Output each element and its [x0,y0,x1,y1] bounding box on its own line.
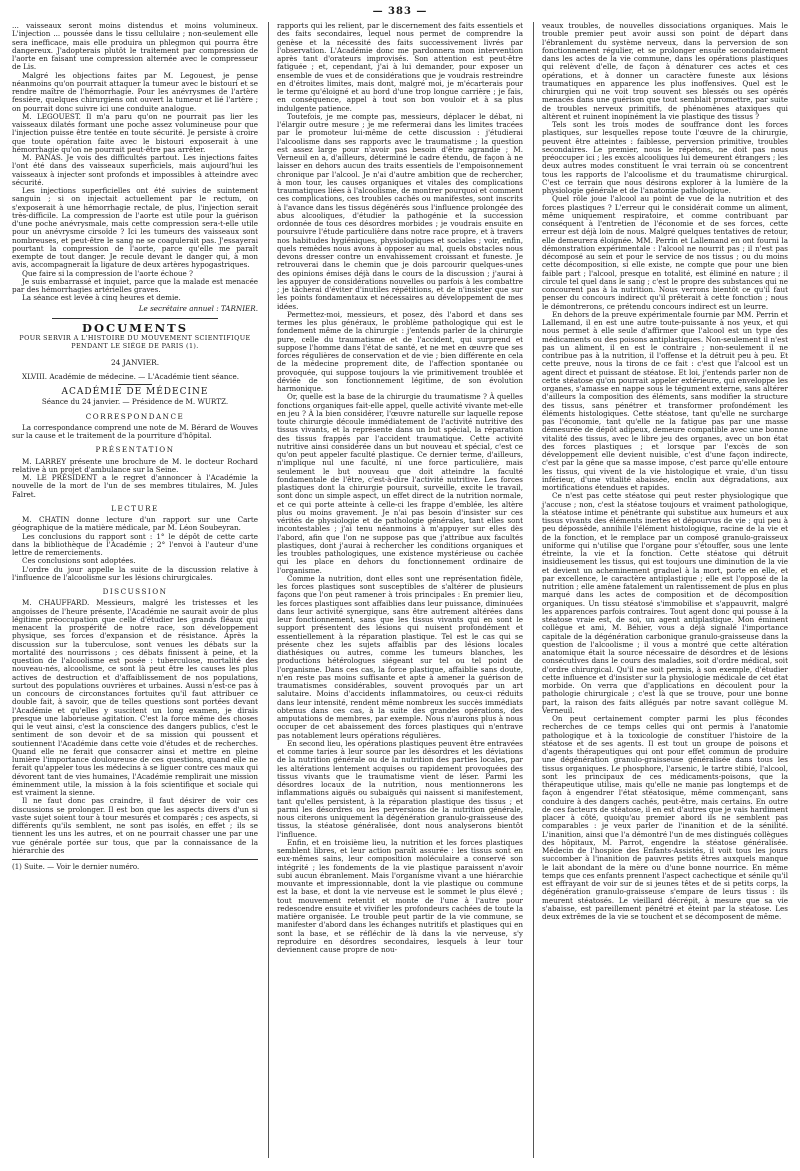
paragraph: Les conclusions du rapport sont : 1° le dépôt de cette carte dans la bibliothèque de l'Académie ; 2° l'envoi à l'auteur d'une lettre de remerciements. [12,531,258,557]
column-3 [533,22,788,1158]
paragraph: M. PANAS. Je vois des difficultés partout. Les injections faites l'ont été dans des vaisseaux superficiels, mais aujourd'hui les vaisseaux à injecter sont profonds et impossibles à atteindre avec sécurité. [12,153,258,187]
paragraph: M. LEGOUEST. Il m'a paru qu'on ne pourrait pas lier les vaisseaux dilatés formant une poche assez volumineuse pour que l'injection puisse être tentée en toute sécurité. Je persiste à croire que toute opération faite avec le bistouri exposerait à une hémorrhagie qu'on ne pourrait peut-être pas arrêter. [12,111,258,154]
paragraph: Quel rôle joue l'alcool au point de vue de la nutrition et des forces plastiques ? L'erreur qui le considérait comme un aliment, même uniquement respiratoire, et comme contribuant par conséquent à l'entretien de l'économie et de ses forces, cette erreur est déjà loin de nous. Malgré quelques tentatives de retour, elle demeurera éloignée. MM. Perrin et Lallemand en ont fourni la démonstration expérimentale : l'alcool ne nourrit pas ; il n'est pas décomposé au sein et pour le service de nos tissus ; ou du moins cette décomposition, si elle existe, ne compte que pour une bien faible part ; l'alcool, presque en totalité, est éliminé en nature ; il circule tel quel dans le sang ; c'est le propre des substances qui ne concourent pas à la nutrition. Nous verrons bientôt ce qu'il faut penser du concours indirect qu'il prêterait à cette fonction ; nous le démontrerons, ce prétendu concours indirect est un leurre. [542,194,788,311]
footnote: (1) Suite. — Voir le dernier numéro. [12,859,258,871]
divider [52,318,218,319]
paragraph: La correspondance comprend une note de M. Bérard de Wouves sur la cause et le traitement de la pourriture d'hôpital. [12,422,258,440]
paragraph: Enfin, et en troisième lieu, la nutrition et les forces plastiques semblent libres, et leur action paraît assurée : les tissus sont en eux-mêmes sains, leur composition moléculaire a conservé son intégrité ; les fondements de la vie plastique paraissent n'avoir subi aucun ébranlement. Mais l'organisme vivant a une hiérarchie mouvante et impressionnable, dont la vie plastique ou commune est la base, et dont la vie nerveuse est le sommet le plus élevé ; tout mouvement retentit et monte de l'une à l'autre pour redescendre ensuite et vivifier les profondeurs cachées de toute la matière organisée. Le trouble peut partir de la vie commune, se manifester d'abord dans les échanges nutritifs et plastiques qui en sont la base, et se réfléchir de là dans la vie nerveuse, s'y reproduire en désordres secondaires, lesquels à leur tour deviennent cause propre de nou- [277,837,523,954]
paragraph: Or, quelle est la base de la chirurgie du traumatisme ? À quelles fonctions organiques fait-elle appel, quelle activité vivante met-elle en jeu ? À la bien considérer, l'œuvre naturelle sur laquelle repose toute chirurgie découle immédiatement de l'activité nutritive des tissus vivants, et la représente dans un but spécial, la réparation des tissus frappés par l'accident traumatique. Cette activité nutritive ainsi considérée dans un but nouveau et spécial, c'est ce qu'on peut appeler faculté plastique. Ce dernier terme, d'ailleurs, n'implique nul une faculté, ni une force particulière, mais seulement le but nouveau que doit atteindre la faculté fondamentale de l'être, c'est-à-dire l'activité nutritive. Les forces plastiques dont la chirurgie poursuit, surveille, excite le travail, sont donc un simple aspect, un effet direct de la nutrition normale, et ce qui porte atteinte à celle-ci les frappe d'emblée, les altère plus ou moins gravement. Je n'ai pas besoin d'insister sur ces vérités de physiologie et de pathologie générales, tant elles sont incontestables ; j'ai tenu néanmoins à m'appuyer sur elles dès l'abord, afin que l'on ne suppose pas que j'attribue aux facultés plastiques, dont j'aurai à rechercher les conditions organiques et les troubles pathologiques, une existence mystérieuse ou cachée qui les place en dehors du fonctionnement ordinaire de l'organisme. [277,392,523,575]
paragraph: L'ordre du jour appelle la suite de la discussion relative à l'influence de l'alcoolisme sur les lésions chirurgicales. [12,564,258,582]
page-number: — 383 — [372,6,428,17]
presentation-heading: PRÉSENTATION [95,445,175,455]
paragraph: Il ne faut donc pas craindre, il faut désirer de voir ces discussions se prolonger. Il est bon que les aspects divers d'un si vaste sujet soient tour à tour mesurés et comparés ; ces aspects, si différents qu'ils semblent, ne sont pas isolés, en effet ; ils se tiennent les uns les autres, et on ne pourrait chasser une par une vue générale portée sur tous, que par la connaissance de la hiérarchie des [12,796,258,855]
paragraph: Comme la nutrition, dont elles sont une représentation fidèle, les forces plastiques sont susceptibles de s'altérer de plusieurs façons que l'on peut ramener à trois principales : En premier lieu, les forces plastiques sont affaiblies dans leur puissance, diminuées dans leur activité synergique, sans être autrement altérées dans leur fonctionnement, sans que les tissus vivants qui en sont le support présentent des lésions qui nuisent profondément et essentiellement à la réparation plastique. Tel est le cas qui se présente chez les sujets affaiblis par des lésions locales diathésiques ou autres, comme les tumeurs blanches, les productions hétérologues siégeant sur tel ou tel point de l'organisme. Dans ces cas, la force plastique, affaiblie sans doute, n'en reste pas moins suffisante et apte à amener la guérison de traumatismes considérables, souvent provoqués par un art salutaire. Moins d'accidents inflammatoires, ou ceux-ci réduits dans leur intensité, rendent même nombreux les succès immédiats obtenus dans ces cas, à la suite des grandes opérations, des amputations de membres, par exemple. Nous n'aurons plus à nous occuper de cet abaissement des forces plastiques qui n'entrave pas notablement leurs opérations régulières. [277,573,523,740]
paragraph: Ce n'est pas cette stéatose qui peut rester physiologique que j'accuse ; non, c'est la stéatose toujours et vraiment pathologique, la stéatose intime et pénétrante qui substitue aux humeurs et aux tissus vivants des éléments inertes et dépourvus de vie ; qui peu à peu dépossède, annihile l'élément histologique, racine de la vie et de la fonction, et le remplace par un composé granulo-graisseux uniforme qui n'utilise que l'organe pour s'étouffer, sous une lente étreinte, la vie et la fonction. Cette stéatose qui détruit insidieusement les tissus, qui est toujours une diminution de la vie et devient un acheminement graduel à la mort, porte en elle, et par excellence, le caractère antiplastique ; elle est l'opposé de la nutrition ; elle amène fatalement un ralentissement de plus en plus marqué dans les actes de composition et de décomposition organiques. Un tissu stéatosé s'immobilise et s'appauvrit, malgré les apparences parfois contraires. Tout agent donc qui pousse à la stéatose vraie est, de soi, un agent antiplastique. Mon éminent collègue et ami, M. Béhier, vous a déjà signalé l'importance capitale de la dégénération carbonique granulo-graisseuse dans la question de l'alcoolisme ; il vous a montré que cette altération anatomique était la source nécessaire de désordres et de lésions consécutives dans le cours des maladies, soit d'ordre médical, soit d'ordre chirurgical. Qu'il me soit permis, à son exemple, d'étudier cette influence et d'insister sur la physiologie médicale de cet état morbide. On verra que d'applications en découlent pour la pathologie chirurgicale ; c'est là que se trouve, pour une bonne part, la raison des faits allégués par notre savant collègue M. Verneuil. [542,491,788,715]
paragraph: Permettez-moi, messieurs, et posez, dès l'abord et dans ses termes les plus généraux, le problème pathologique qui est le fondement même de la chirurgie : j'entends parler de la chirurgie pure, celle du traumatisme et de l'accident, qui surprend et suppose l'homme dans l'état de santé, et ne met en œuvre que ses forces régulières de conservation et de vie ; bien différente en cela de la médecine proprement dite, de l'affection spontanée ou provoquée, qui suppose toujours la vie primitivement troublée et déviée de son fonctionnement légitime, de son évolution harmonique. [277,309,523,393]
paragraph: En dehors de la preuve expérimentale fournie par MM. Perrin et Lallemand, il en est une autre toute-puissante à nos yeux, et qui nous permet à elle seule d'affirmer que l'alcool est un type des médicaments ou des poisons antiplastiques. Non-seulement il n'est pas un aliment, il en est le contraire ; non-seulement il ne contribue pas à la nutrition, il l'offense et la détruit peu à peu. Et cette preuve, nous la tirons de ce fait : c'est que l'alcool est un agent direct et puissant de stéatose. Et loi, j'entends parler non de cette stéatose qu'on pourrait appeler extérieure, qui enveloppe les organes, s'amasse en nappe sous le tégument externe, sans altérer d'ailleurs la composition des éléments, sans modifier la structure des tissus, sans pénétrer et transformer profondément les éléments histologiques. Cette stéatose, tant qu'elle ne surcharge pas l'économie, tant qu'elle ne la fatigue pas par une masse démesurée de dépôt adipeux, demeure compatible avec une bonne vitalité des tissus, avec le libre jeu des organes, avec un bon état des forces plastiques ; et lorsque par l'excès de son développement elle devient nuisible, c'est d'une façon indirecte, c'est par la gêne que sa masse impose, c'est parce qu'elle entoure les tissus, qui vivent de la vie histologique et vraie, d'un tissu inférieur, d'une vitalité abaissée, enclin aux dégradations, aux mortifications étendues et rapides. [542,309,788,492]
paragraph: On peut certainement compter parmi les plus fécondes recherches de ce temps celles qui ont permis à l'anatomie pathologique et à la toxicologie de constituer l'histoire de la stéatose et de ses agents. Il est tout un groupe de poisons et d'agents thérapeutiques qui ont pour effet commun de produire une dégénération granulo-graisseuse généralisée dans tous les tissus organiques. Le phosphore, l'arsenic, le tartre stibié, l'alcool, sont les principaux de ces médicaments-poisons, que la thérapeutique utilise, mais qu'elle ne manie pas longtemps et de façon à engendrer l'état stéatosique, même commençant, sans conduire à des dangers cachés, peut-être, mais certains. En outre de ces facteurs de stéatose, il en est d'autres que je vais hardiment placer à côté, quoiqu'au premier abord ils ne semblent pas comparables : je veux parler de l'inanition et de la sénilité. L'inanition, ainsi que l'a démontré l'un de mes distingués collègues des hôpitaux, M. Parrot, engendre la stéatose généralisée. Médecin de l'hospice des Enfants-Assistés, il voit tous les jours succomber à l'inanition de pauvres petits êtres auxquels manque le lait abondant de la mère ou d'une bonne nourrice. En même temps que ces enfants prennent l'aspect cachectique et sénile qu'il est effrayant de voir sur de si jeunes têtes et de si petits corps, la dégénération granulo-graisseuse s'empare de leurs tissus : ils meurent stéatosés. Le vieillard décrépit, à mesure que sa vie s'abaisse, est pareillement pénétré et éteint par la stéatose. Les deux extrêmes de la vie se touchent et se décomposent de même. [542,714,788,921]
paragraph: En second lieu, les opérations plastiques peuvent être entravées et comme taries à leur source par les désordres et les déviations de la nutrition générale ou de la nutrition des parties locales, par les altérations lentement acquises ou rapidement provoquées des tissus vivants que le traumatisme vient de léser. Parmi les désordres locaux de la nutrition, nous mentionnerons les inflammations aiguës ou subaiguës qui naissent si manifestement, tant qu'elles persistent, à la réparation plastique des tissus ; et parmi les désordres ou les perversions de la nutrition générale, nous citerons uniquement la dégénération granulo-graisseuse des tissus, la stéatose généralisée, dont nous analyserons bientôt l'influence. [277,738,523,839]
discussion-heading: DISCUSSION [102,587,168,596]
paragraph: M. CHAUFFARD. Messieurs, malgré les tristesses et les angoisses de l'heure présente, l'Académie ne saurait avoir de plus légitime préoccupation que celle d'étudier les grands fléaux qui menacent la prospérité de notre race, son développement physique, ses forces d'expansion et de résistance. Après la discussion sur la tuberculose, sont venues les débats sur la mortalité des nourrissons ; ces débats finissent à peine, et la question de l'alcoolisme est posée : tuberculose, mortalité des nouveau-nés, alcoolisme, ce sont là peut être les causes les plus actives de destruction et d'affaiblissement de nos populations, surtout des populations ouvrières et urbaines. Aussi n'est-ce pas à un concours de circonstances fortuites qu'il faut attribuer ce double fait, à savoir, que de telles questions sont portées devant l'Académie et qu'elles y suscitent un long examen, je dirais presque une laborieuse agitation. C'est la force même des choses qui le veut ainsi, c'est la conscience des dangers publics, c'est le sentiment de son devoir et de sa mission qui poussent et soutiennent l'Académie dans cette voie d'études et de recherches. Quand elle ne ferait que consacrer ainsi et mettre en pleine lumière l'importance douloureuse de ces questions, quand elle ne ferait qu'appeler tous les médecins à se liguer contre ces maux qui dévorent tant de vies humaines, l'Académie remplirait une mission éminemment utile, la mission à la fois scientifique et sociale qui est vraiment la sienne. [12,598,258,797]
session-line: Séance du 24 janvier. — Présidence de M. WURTZ. [41,397,229,407]
paragraph: Que faire si la compression de l'aorte échoue ? [22,268,193,278]
paragraph: Toutefois, je me compte pas, messieurs, déplacer le débat, ni l'élargir outre mesure ; je me refermerai dans les limites tracées par le promoteur lui-même de cette discussion : j'étudierai l'alcoolisme dans ses rapports avec le traumatisme ; la question est assez large pour n'avoir pas besoin d'être agrandie ; M. Verneuil en a, d'ailleurs, déterminé le cadre étendu, de façon à ne laisser en dehors aucun des traits essentiels de l'empoisonnement chronique par l'alcool. Je n'ai d'autre ambition que de rechercher, à mon tour, les causes organiques et vitales des complications traumatiques liées à l'alcoolisme, de montrer pourquoi et comment ces complications, ces troubles cachés ou manifestes, sont inscrits à l'avance dans les tissus dégénérés sous l'influence prolongée des abus alcooliques, d'étudier la pathogénie et la succession ordonnée de tous ces désordres morbides ; je voudrais ensuite en poursuivre l'étude particulière dans notre race propre, et à travers nos habitudes hygiéniques, physiologiques et sociales ; voir, enfin, quels remèdes nous avons à opposer au mal, quels obstacles nous devons dresser contre un envahissement croissant et funeste. Je retrouverai dans le chemin que je dois parcourir quelques-unes des opinions émises déjà dans le cours de la discussion ; j'aurai à les appuyer de considérations nouvelles ou parfois à les combattre ; je tâcherai d'éviter d'inutiles répétitions, et de n'insister que sur les points fondamentaux et nécessaires au développement de mes idées. [277,111,523,311]
article-columns [12,22,788,1158]
paragraph: Tels sont les trois modes de souffrance dont les forces plastiques, sur lesquelles repose toute l'œuvre de la chirurgie, peuvent être atteintes : faiblesse, perversion primitive, troubles secondaires. Le premier, nous le répétons, ne doit pas nous préoccuper ici ; les excès alcooliques lui demeurent étrangers ; les deux autres modes constituent le vrai terrain où se concentrent tous les rapports de l'alcoolisme et du traumatisme chirurgical. C'est ce terrain que nous désirons explorer à la lumière de la physiologie générale et de l'anatomie pathologique. [542,120,788,195]
paragraph: Ces conclusions sont adoptées. [22,556,136,566]
paragraph: rapports qui les relient, par le discernement des faits essentiels et des faits secondaires, lequel nous permet de comprendre la genèse et la nécessité des faits successivement livrés par l'observation. L'Académie donc me pardonnera mon intervention après tant d'orateurs improvisés. Son attention est peut-être fatiguée ; et, cependant, j'ai à lui demander, pour exposer un ensemble de vues et de considérations que je voudrais restreindre en d'étroites limites, mais dont, malgré moi, je m'écarterais pour le terme qu'éloigné et au bord d'une trop longue carrière ; je fais, en conséquence, appel à tout son bon vouloir et à sa plus indulgente patience. [277,22,523,113]
entry-line: XLVIII. Académie de médecine. — L'Académie tient séance. [22,371,240,381]
documents-heading: DOCUMENTS [81,320,189,335]
correspondance-heading: CORRESPONDANCE [85,411,185,421]
paragraph: Malgré les objections faites par M. Legouest, je pense néanmoins qu'on pourrait attaquer la tumeur avec le bistouri et se rendre maître de l'hémorrhagie. Pour les anévrysmes de l'artère fessière, quelques chirurgiens ont ouvert la tumeur et lié l'artère ; on pourrait donc suivre ici une conduite analogue. [12,70,258,113]
secretary-signature: Le secrétaire annuel : TARNIER. [138,303,258,313]
lecture-heading: LECTURE [111,503,159,513]
documents-subheading: POUR SERVIR A L'HISTOIRE DU MOUVEMENT SCIENTIFIQUE PENDANT LE SIÉGE DE PARIS (1). [19,334,251,351]
paragraph: veaux troubles, de nouvelles dissociations organiques. Mais le trouble premier peut avoir aussi son point de départ dans l'ébranlement du système nerveux, dans la perversion de son fonctionnement régulier, et se prolonger ensuite secondairement dans les actes de la vie commune, dans les opérations plastiques qui relèvent d'elle, de façon à dénaturer ces actes et ces opérations, et à donner un caractère funeste aux lésions traumatiques en apparence les plus inoffensives. Quel est le chirurgien qui ne voit trop souvent ses blessés ou ses opérés menacés dans une guérison que tout semblait promettre, par suite de troubles nerveux primitifs, de phénomènes ataxiques qui altèrent et ruinent inopinément la vie plastique des tissus ? [542,22,788,121]
paragraph: ... vaisseaux seront moins distendus et moins volumineux. L'injection ... poussée dans le tissu cellulaire ; non-seulement elle sera inefficace, mais elle produira un phlegmon qui pourra être dangereux. J'adopterais plutôt le traitement par compression de l'aorte en faisant une compression alternée avec le compresseur de Lis. [12,22,258,72]
divider [118,384,152,385]
paragraph: Les injections superficielles ont été suivies de suintement sanguin ; si on injectait actuellement par le rectum, on s'exposerait à une hémorrhagie rectale, de plus, l'injection serait très-difficile. La compression de l'aorte est utile pour la guérison d'une poche anévrysmale, mais cette compression sera-t-elle utile pour un anévrysme cirsoïde ? Ici les tumeurs des vaisseaux sont nombreuses, et peut-être le sang ne se coagulerait pas. J'essayerai pourtant la compression de l'aorte, parce qu'elle me paraît exempte de tout danger. Je recule devant le danger qui, à mon avis, accompagnerait la ligature de deux artères hypogastriques. [12,186,258,270]
date-heading: 24 JANVIER. [110,357,160,367]
session-closing: La séance est levée à cinq heures et demie. [22,293,181,303]
paragraph: M. LE PRÉSIDENT a le regret d'annoncer à l'Académie la nouvelle de la mort de l'un de ses membres titulaires, M. Jules Falret. [12,473,258,499]
academy-title: ACADÉMIE DE MÉDECINE [61,387,209,397]
column-1 [12,22,258,1158]
paragraph: M. LARREY présente une brochure de M. le docteur Rochard relative à un projet d'ambulance sur la Seine. [12,456,258,474]
column-2 [268,22,523,1158]
paragraph: Je suis embarrassé et inquiet, parce que la malade est menacée par des hémorrhagies artérielles graves. [12,276,258,294]
paragraph: M. CHATIN donne lecture d'un rapport sur une Carte géographique de la matière médicale, par M. Léon Soubeyran. [12,515,258,533]
